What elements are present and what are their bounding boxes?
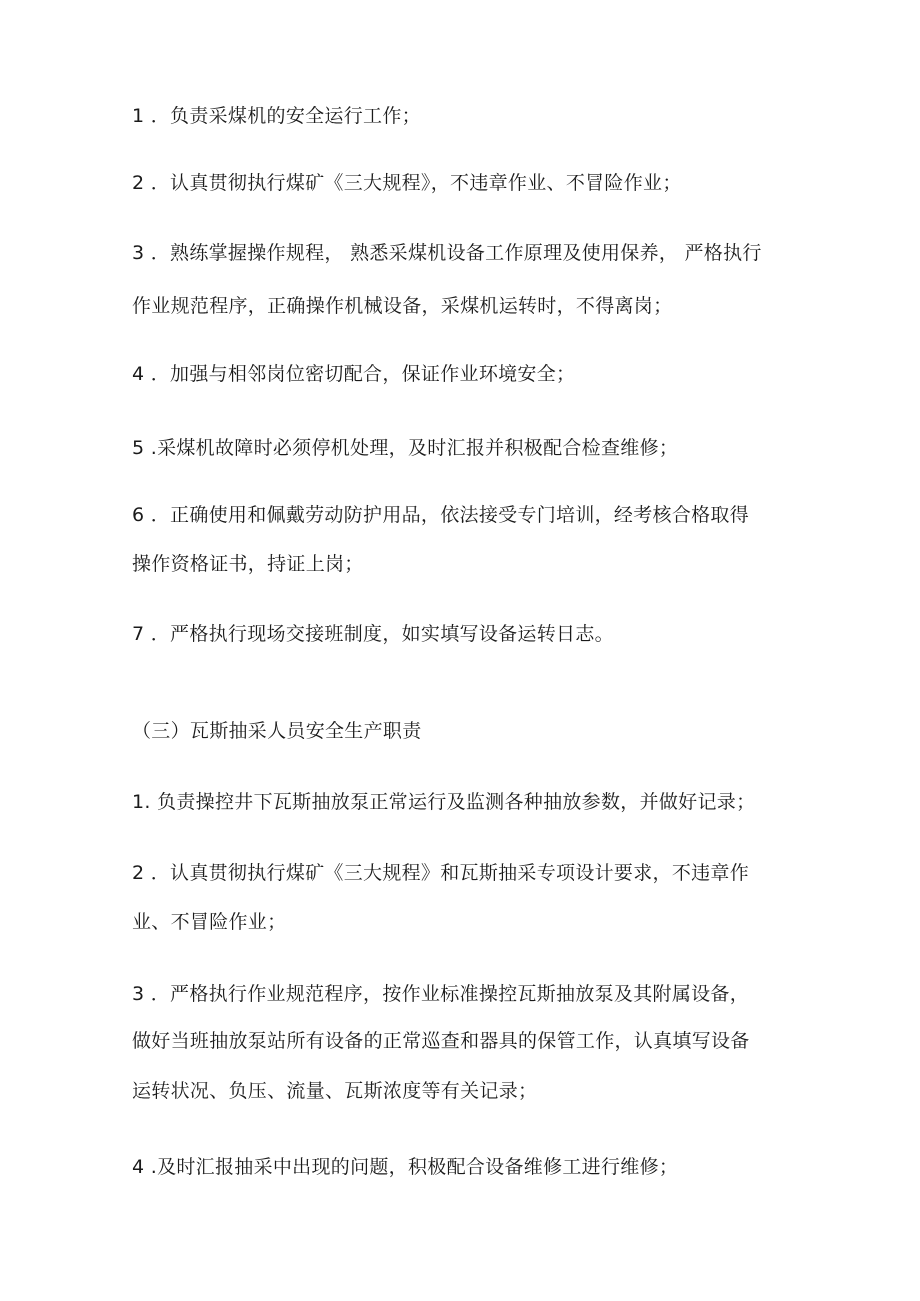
miner-duty-5: 5 .采煤机故障时必须停机处理，及时汇报并积极配合检查维修； xyxy=(132,437,679,459)
miner-duty-6-line-1: 6 ．正确使用和佩戴劳动防护用品，依法接受专门培训，经考核合格取得 xyxy=(132,504,750,526)
miner-duty-1: 1 ．负责采煤机的安全运行工作； xyxy=(132,105,421,127)
gas-duty-4: 4 .及时汇报抽采中出现的问题，积极配合设备维修工进行维修； xyxy=(132,1156,679,1178)
section-heading-gas: （三）瓦斯抽采人员安全生产职责 xyxy=(132,720,422,742)
gas-duty-3-line-2: 做好当班抽放泵站所有设备的正常巡查和器具的保管工作，认真填写设备 xyxy=(132,1030,750,1052)
gas-duty-1: 1. 负责操控井下瓦斯抽放泵正常运行及监测各种抽放参数，并做好记录； xyxy=(132,791,756,813)
miner-duty-3-line-2: 作业规范程序，正确操作机械设备，采煤机运转时，不得离岗； xyxy=(132,295,673,317)
gas-duty-3-line-1: 3 ．严格执行作业规范程序，按作业标准操控瓦斯抽放泵及其附属设备， xyxy=(132,983,750,1005)
miner-duty-4: 4 ．加强与相邻岗位密切配合，保证作业环境安全； xyxy=(132,363,576,385)
gas-duty-2-line-1: 2 ．认真贯彻执行煤矿《三大规程》和瓦斯抽采专项设计要求，不违章作 xyxy=(132,862,750,884)
miner-duty-7: 7 ．严格执行现场交接班制度，如实填写设备运转日志。 xyxy=(132,623,614,645)
miner-duty-2: 2 ．认真贯彻执行煤矿《三大规程》，不违章作业、不冒险作业； xyxy=(132,172,682,194)
miner-duty-6-line-2: 操作资格证书，持证上岗； xyxy=(132,553,364,575)
gas-duty-3-line-3: 运转状况、负压、流量、瓦斯浓度等有关记录； xyxy=(132,1080,538,1102)
gas-duty-2-line-2: 业、不冒险作业； xyxy=(132,911,287,933)
miner-duty-3-line-1: 3 ．熟练掌握操作规程， 熟悉采煤机设备工作原理及使用保养， 严格执行 xyxy=(132,242,762,264)
